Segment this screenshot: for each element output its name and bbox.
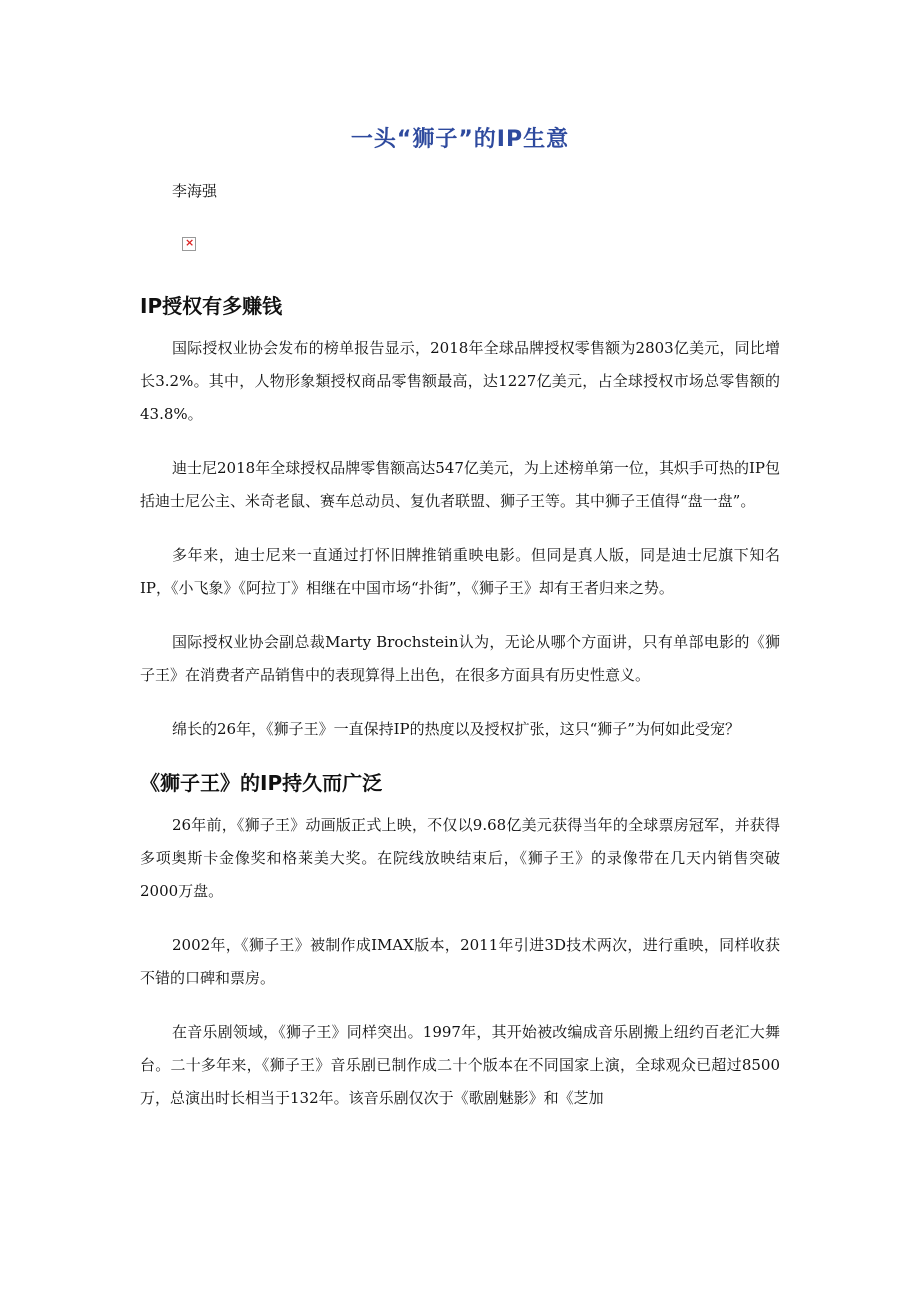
section-heading: IP授权有多赚钱 (140, 294, 283, 318)
paragraph: 国际授权业协会副总裁Marty Brochstein认为，无论从哪个方面讲，只有单部电影的《狮子王》在消费者产品销售中的表现算得上出色，在很多方面具有历史性意义。 (140, 633, 780, 684)
broken-image-icon: × (182, 237, 196, 251)
article-body (140, 290, 780, 1136)
paragraph: 迪士尼2018年全球授权品牌零售额高达547亿美元，为上述榜单第一位，其炽手可热的IP包括迪士尼公主、米奇老鼠、赛车总动员、复仇者联盟、狮子王等。其中狮子王值得“盘一盘”。 (140, 459, 780, 510)
paragraph: 多年来，迪士尼来一直通过打怀旧牌推销重映电影。但同是真人版，同是迪士尼旗下知名IP，《小飞象》《阿拉丁》相继在中国市场“扑街”，《狮子王》却有王者归来之势。 (140, 546, 780, 597)
paragraph: 26年前，《狮子王》动画版正式上映，不仅以9.68亿美元获得当年的全球票房冠军，并获得多项奥斯卡金像奖和格莱美大奖。在院线放映结束后，《狮子王》的录像带在几天内销售突破2000万盘。 (140, 816, 780, 900)
section-heading: 《狮子王》的IP持久而广泛 (140, 771, 383, 795)
paragraph: 绵长的26年，《狮子王》一直保持IP的热度以及授权扩张，这只“狮子”为何如此受宠？ (172, 720, 740, 738)
article-title: 一头“狮子”的IP生意 (350, 127, 570, 152)
paragraph: 2002年，《狮子王》被制作成IMAX版本，2011年引进3D技术两次，进行重映，同样收获不错的口碑和票房。 (140, 936, 780, 987)
paragraph: 国际授权业协会发布的榜单报告显示，2018年全球品牌授权零售额为2803亿美元，同比增长3.2%。其中，人物形象類授权商品零售额最高，达1227亿美元，占全球授权市场总零售额的43.8%。 (140, 339, 780, 423)
paragraph: 在音乐剧领域，《狮子王》同样突出。1997年，其开始被改编成音乐剧搬上纽约百老汇大舞台。二十多年来，《狮子王》音乐剧已制作成二十个版本在不同国家上演，全球观众已超过8500万，总演出时长相当于132年。该音乐剧仅次于《歌剧魅影》和《芝加 (140, 1023, 780, 1107)
author-name: 李海强 (172, 182, 218, 200)
